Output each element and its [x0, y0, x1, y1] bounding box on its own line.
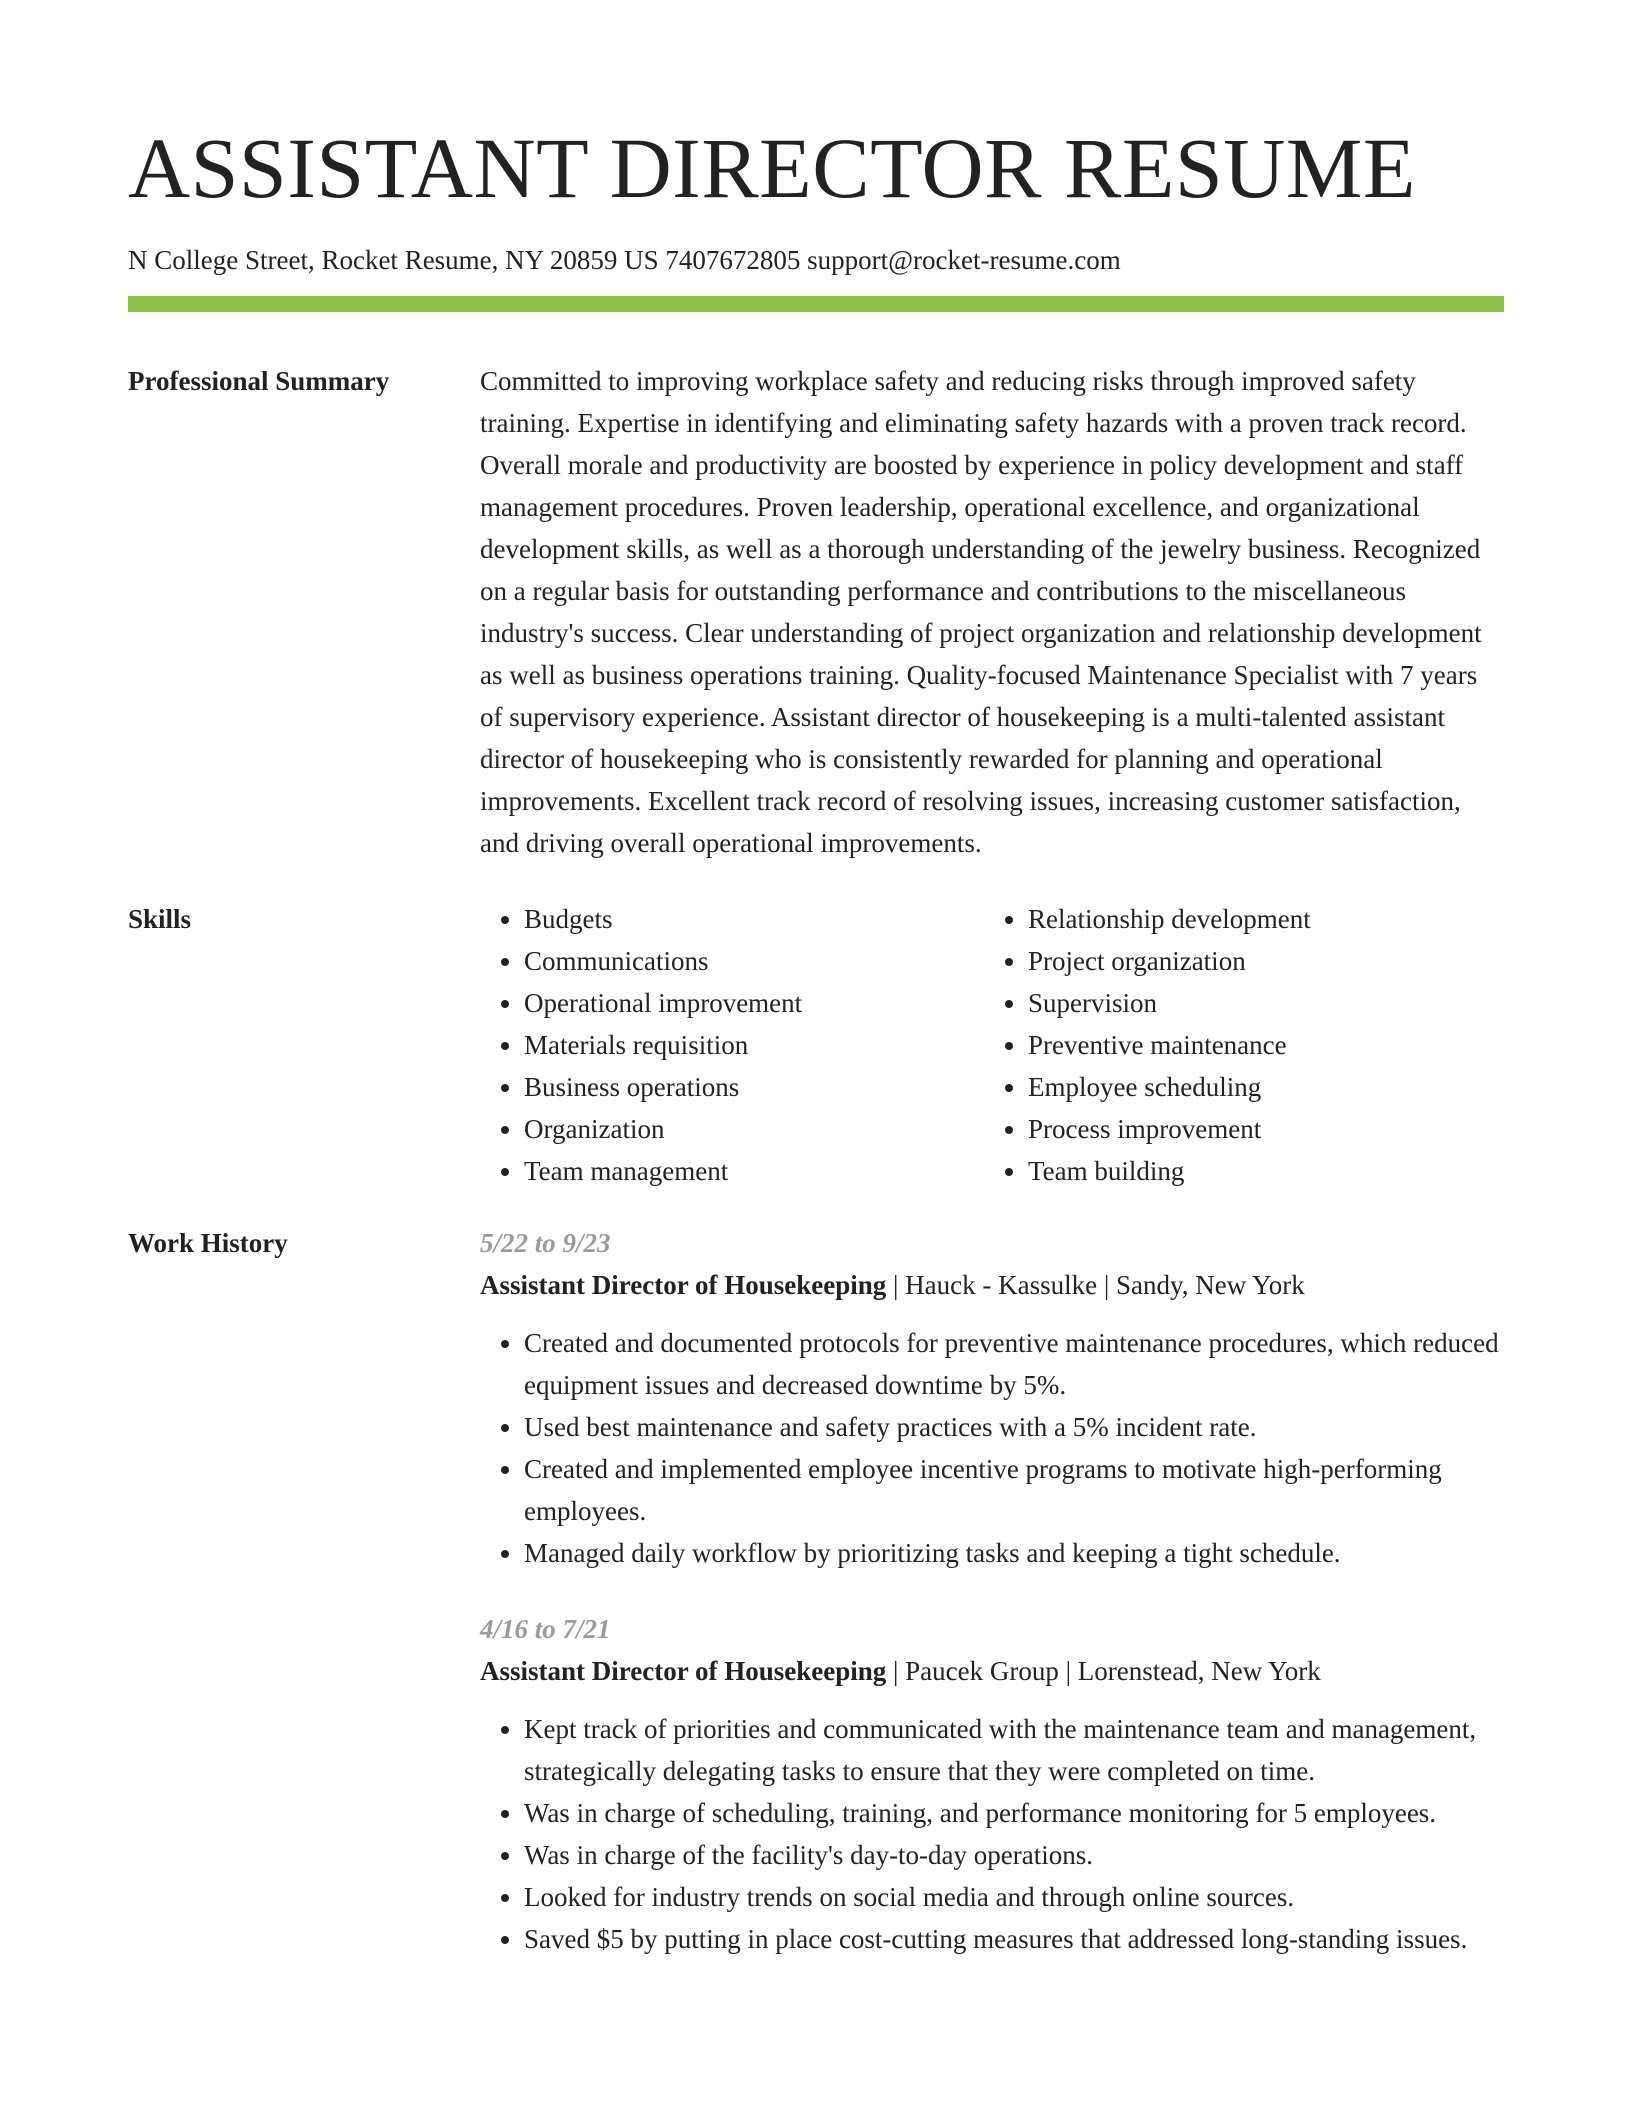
- skill-item: • Communications: [524, 940, 984, 982]
- summary-text: Committed to improving workplace safety and reducing risks through improved safety training. Expertise in identifying and eliminating safety hazards with a proven track record. Overall morale and productivity are boosted by experience in policy development and staff management procedures. Proven leadership, operational excellence, and organizational development skills, as well as a thorough understanding of the jewelry business. Recognized on a regular basis for outstanding performance and contributions to the miscellaneous industry's success. Clear understanding of project organization and relationship development as well as business operations training. Quality-focused Maintenance Specialist with 7 years of supervisory experience. Assistant director of housekeeping is a multi-talented assistant director of housekeeping who is consistently rewarded for planning and operational improvements. Excellent track record of resolving issues, increasing customer satisfaction, and driving overall operational improvements.: [480, 366, 1482, 858]
- job-entry: [480, 1608, 1504, 1960]
- job-title: Assistant Director of Housekeeping: [480, 1656, 887, 1686]
- skill-item: • Team management: [524, 1150, 984, 1192]
- skill-item: • Business operations: [524, 1066, 984, 1108]
- job-bullet: • Created and implemented employee incentive programs to motivate high-performing employees.: [524, 1448, 1504, 1532]
- skill-item: • Preventive maintenance: [1028, 1024, 1488, 1066]
- job-bullets: [480, 1708, 1504, 1960]
- skill-item: • Relationship development: [1028, 898, 1488, 940]
- job-employer-location: | Paucek Group | Lorenstead, New York: [886, 1656, 1321, 1686]
- job-employer-location: | Hauck - Kassulke | Sandy, New York: [886, 1270, 1305, 1300]
- job-title: Assistant Director of Housekeeping: [480, 1270, 887, 1300]
- skills-section: [128, 898, 1504, 1192]
- skill-item: • Project organization: [1028, 940, 1488, 982]
- skill-item: • Employee scheduling: [1028, 1066, 1488, 1108]
- summary-heading: Professional Summary: [128, 366, 390, 396]
- job-bullet: • Saved $5 by putting in place cost-cutting measures that addressed long-standing issues.: [524, 1918, 1504, 1960]
- job-bullet: • Was in charge of the facility's day-to-day operations.: [524, 1834, 1504, 1876]
- skills-list-right: [984, 898, 1488, 1192]
- skill-item: • Budgets: [524, 898, 984, 940]
- job-bullet: • Created and documented protocols for preventive maintenance procedures, which reduced equipment issues and decreased downtime by 5%.: [524, 1322, 1504, 1406]
- job-bullet: • Was in charge of scheduling, training, and performance monitoring for 5 employees.: [524, 1792, 1504, 1834]
- skill-item: • Materials requisition: [524, 1024, 984, 1066]
- job-entry: [480, 1222, 1504, 1574]
- summary-section: [128, 360, 1504, 864]
- skill-item: • Supervision: [1028, 982, 1488, 1024]
- accent-divider: [128, 296, 1504, 312]
- skills-columns: [480, 898, 1504, 1192]
- job-bullet: • Used best maintenance and safety practices with a 5% incident rate.: [524, 1406, 1504, 1448]
- job-heading-line: [480, 1264, 1504, 1306]
- job-dates: 5/22 to 9/23: [480, 1228, 611, 1258]
- skills-list-left: [480, 898, 984, 1192]
- skill-item: • Organization: [524, 1108, 984, 1150]
- job-bullet: • Looked for industry trends on social media and through online sources.: [524, 1876, 1504, 1918]
- job-bullets: [480, 1322, 1504, 1574]
- work-history-body: [480, 1222, 1504, 1994]
- work-history-heading: Work History: [128, 1228, 288, 1258]
- job-bullet: • Managed daily workflow by prioritizing tasks and keeping a tight schedule.: [524, 1532, 1504, 1574]
- job-heading-line: [480, 1650, 1504, 1692]
- job-bullet: • Kept track of priorities and communicated with the maintenance team and management, strategically delegating tasks to ensure that they were completed on time.: [524, 1708, 1504, 1792]
- contact-line: N College Street, Rocket Resume, NY 20859 US 7407672805 support@rocket-resume.com: [128, 245, 1121, 275]
- resume-title: ASSISTANT DIRECTOR RESUME: [128, 120, 1416, 216]
- job-dates: 4/16 to 7/21: [480, 1614, 611, 1644]
- work-history-section: [128, 1222, 1504, 1994]
- skill-item: • Process improvement: [1028, 1108, 1488, 1150]
- skill-item: • Team building: [1028, 1150, 1488, 1192]
- skill-item: • Operational improvement: [524, 982, 984, 1024]
- skills-heading: Skills: [128, 904, 192, 934]
